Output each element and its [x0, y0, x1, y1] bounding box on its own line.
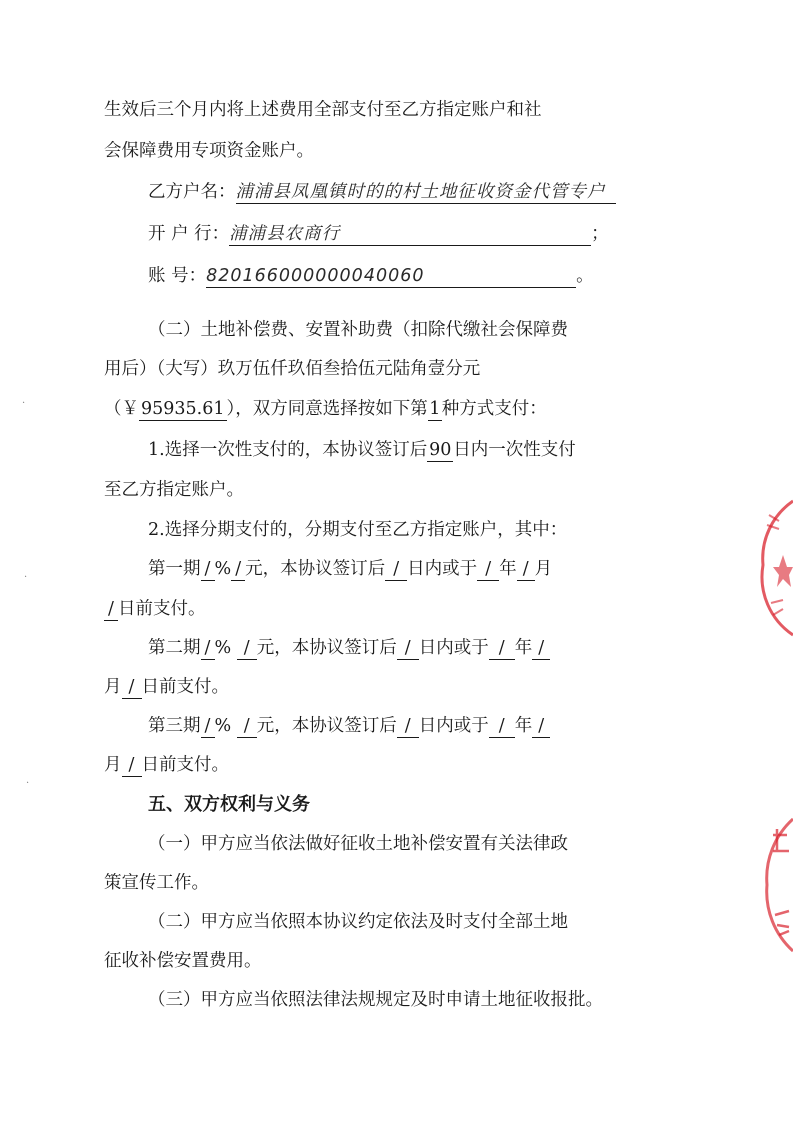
- blank-field: /: [237, 637, 257, 660]
- blank-field: /: [231, 558, 245, 581]
- amount-line: [104, 397, 547, 421]
- text-fragment: （￥: [104, 399, 139, 419]
- paragraph-line: （一）甲方应当依法做好征收土地补偿安置有关法律政: [148, 834, 568, 854]
- text-fragment: 年: [499, 559, 517, 579]
- text-fragment: %: [214, 559, 232, 579]
- paragraph-line: 生效后三个月内将上述费用全部支付至乙方指定账户和社: [104, 100, 542, 120]
- blank-field: /: [201, 558, 215, 581]
- paragraph-line: （二）土地补偿费、安置补助费（扣除代缴社会保障费: [148, 320, 568, 340]
- blank-field: /: [532, 637, 550, 660]
- scan-speck: ·: [26, 778, 30, 789]
- paragraph-line: 2.选择分期支付的，分期支付至乙方指定账户，其中：: [148, 520, 568, 540]
- blank-field: /: [397, 637, 419, 660]
- account-no-end: 。: [576, 266, 594, 286]
- scan-speck: ·: [24, 572, 28, 583]
- text-fragment: ），双方同意选择按如下第: [226, 399, 428, 419]
- payment-choice: 1: [429, 399, 441, 419]
- official-seal-fragment: [759, 495, 793, 645]
- blank-field: /: [201, 637, 215, 660]
- official-seal-fragment: [759, 815, 793, 955]
- amount-figure: 95935.61: [141, 399, 225, 419]
- text-fragment: %: [214, 638, 232, 658]
- phase-2-line-2: [104, 675, 229, 699]
- paragraph-line: 征收补偿安置费用。: [104, 951, 262, 971]
- blank-field: /: [517, 558, 535, 581]
- phase-2-line: [148, 636, 550, 660]
- account-name-label: 乙方户名：: [148, 182, 236, 202]
- paragraph-line: 用后）（大写）玖万伍仟玖佰叁拾伍元陆角壹分元: [104, 359, 481, 379]
- text-fragment: 日内或于: [418, 716, 489, 736]
- account-name-value: 浦浦县凤凰镇时的的村土地征收资金代管专户: [236, 181, 616, 204]
- account-name-row: [148, 180, 616, 204]
- text-fragment: 日内或于: [418, 638, 489, 658]
- text-fragment: 年: [514, 638, 533, 658]
- text-fragment: 日前支付。: [118, 599, 206, 619]
- text-fragment: 月: [534, 559, 553, 579]
- account-no-value: 820166000000040060: [206, 265, 576, 288]
- blank-field: /: [489, 637, 515, 660]
- text-fragment: 第一期: [148, 559, 201, 579]
- text-fragment: %: [214, 716, 232, 736]
- phase-3-line-2: [104, 753, 229, 777]
- blank-field: /: [201, 715, 215, 738]
- bank-row: [148, 222, 609, 246]
- paragraph-line: 至乙方指定账户。: [104, 480, 244, 500]
- blank-field: /: [385, 558, 407, 581]
- blank-field: /: [477, 558, 499, 581]
- text-fragment: 第三期: [148, 716, 201, 736]
- text-fragment: 元，本协议签订后: [256, 638, 397, 658]
- text-fragment: 日内一次性支付: [453, 440, 576, 460]
- blank-field: /: [237, 715, 257, 738]
- blank-field: /: [532, 715, 550, 738]
- text-fragment: 种方式支付：: [441, 399, 547, 419]
- blank-field: /: [489, 715, 515, 738]
- option-1-days: 90: [429, 440, 452, 460]
- phase-3-line: [148, 714, 550, 738]
- blank-field: /: [122, 676, 142, 699]
- text-fragment: 月: [104, 755, 122, 775]
- paragraph-line: 会保障费用专项资金账户。: [104, 141, 314, 161]
- option-1-line: [148, 438, 576, 462]
- text-fragment: 第二期: [148, 638, 201, 658]
- account-no-label: 账 号：: [148, 266, 207, 286]
- section-heading: 五、双方权利与义务: [148, 794, 310, 815]
- account-no-row: [148, 264, 594, 288]
- bank-end: ；: [591, 224, 609, 244]
- scan-speck: ·: [22, 398, 26, 409]
- text-fragment: 日前支付。: [141, 677, 229, 697]
- paragraph-line: 策宣传工作。: [104, 873, 209, 893]
- bank-value: 浦浦县农商行: [229, 223, 591, 246]
- text-fragment: 日内或于: [407, 559, 478, 579]
- text-fragment: 1.选择一次性支付的，本协议签订后: [148, 440, 428, 460]
- bank-label: 开 户 行：: [148, 224, 230, 244]
- text-fragment: 日前支付。: [141, 755, 229, 775]
- blank-field: /: [122, 754, 142, 777]
- text-fragment: 元，本协议签订后: [245, 559, 386, 579]
- blank-field: /: [104, 598, 118, 621]
- phase-1-line: [148, 557, 552, 581]
- text-fragment: 元，本协议签订后: [256, 716, 397, 736]
- text-fragment: 月: [104, 677, 122, 697]
- paragraph-line: （二）甲方应当依照本协议约定依法及时支付全部土地: [148, 912, 568, 932]
- phase-1-line-2: [104, 597, 206, 621]
- text-fragment: 年: [514, 716, 533, 736]
- blank-field: /: [397, 715, 419, 738]
- paragraph-line: （三）甲方应当依照法律法规规定及时申请土地征收报批。: [148, 990, 603, 1010]
